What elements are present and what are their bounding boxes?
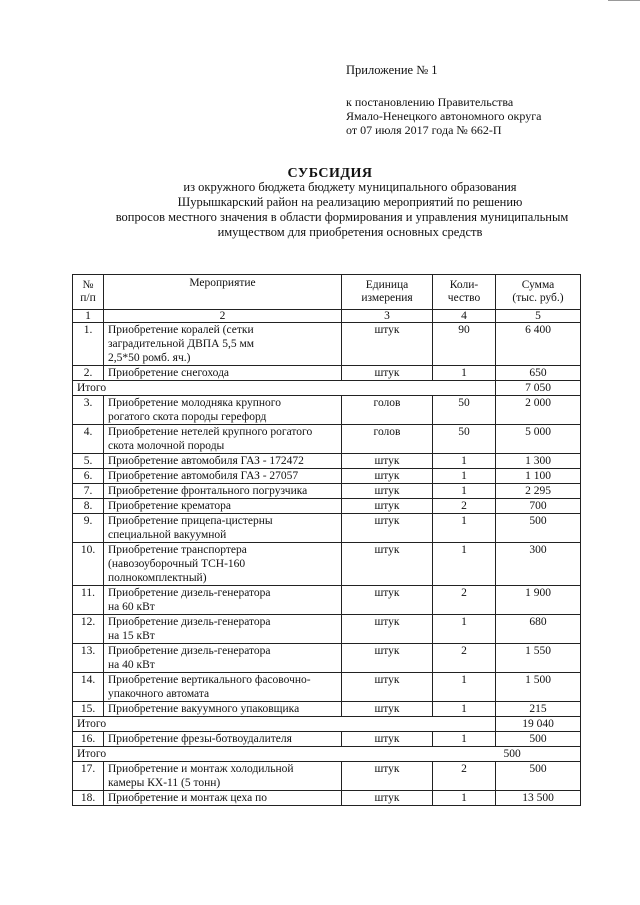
header-sum: Сумма (тыс. руб.) — [496, 275, 581, 310]
total-sum: 7 050 — [496, 381, 581, 396]
row-sum: 500 — [496, 514, 581, 543]
table-row — [73, 644, 581, 673]
row-unit: штук — [342, 543, 433, 586]
row-name: Приобретение вакуумного упаковщика — [104, 702, 342, 717]
row-quantity: 1 — [433, 673, 496, 702]
row-name: Приобретение молодняка крупного рогатого скота породы герефорд — [104, 396, 342, 425]
row-quantity: 1 — [433, 732, 496, 747]
row-quantity: 2 — [433, 586, 496, 615]
total-gap — [433, 747, 496, 762]
table-row — [73, 673, 581, 702]
table-row — [73, 762, 581, 791]
document-title: СУБСИДИЯ — [287, 166, 373, 181]
decree-line: Ямало-Ненецкого автономного округа — [346, 109, 542, 123]
total-label: Итого — [73, 717, 496, 732]
row-name: Приобретение фронтального погрузчика — [104, 484, 342, 499]
corner-line — [608, 0, 640, 1]
row-sum: 2 000 — [496, 396, 581, 425]
row-number: 6. — [73, 469, 104, 484]
row-name: Приобретение дизель-генератора на 40 кВт — [104, 644, 342, 673]
row-quantity: 1 — [433, 366, 496, 381]
total-sum: 500 — [496, 747, 581, 762]
row-name: Приобретение нетелей крупного рогатого скота молочной породы — [104, 425, 342, 454]
row-unit: штук — [342, 323, 433, 366]
row-unit: голов — [342, 425, 433, 454]
table-header-row — [73, 275, 581, 310]
table-row — [73, 484, 581, 499]
row-unit: штук — [342, 762, 433, 791]
row-unit: штук — [342, 586, 433, 615]
row-sum: 300 — [496, 543, 581, 586]
row-name: Приобретение дизель-генератора на 60 кВт — [104, 586, 342, 615]
table-row — [73, 514, 581, 543]
row-quantity: 2 — [433, 644, 496, 673]
row-quantity: 1 — [433, 514, 496, 543]
row-quantity: 1 — [433, 543, 496, 586]
header-num: № п/п — [73, 275, 104, 310]
row-quantity: 1 — [433, 484, 496, 499]
row-sum: 2 295 — [496, 484, 581, 499]
row-sum: 680 — [496, 615, 581, 644]
table-row — [73, 499, 581, 514]
row-quantity: 50 — [433, 396, 496, 425]
row-unit: штук — [342, 732, 433, 747]
row-sum: 215 — [496, 702, 581, 717]
table-row — [73, 791, 581, 806]
column-number: 1 — [73, 310, 104, 323]
row-number: 18. — [73, 791, 104, 806]
row-quantity: 1 — [433, 615, 496, 644]
row-sum: 1 900 — [496, 586, 581, 615]
row-quantity: 1 — [433, 469, 496, 484]
total-row — [73, 717, 581, 732]
row-number: 14. — [73, 673, 104, 702]
row-number: 15. — [73, 702, 104, 717]
row-number: 12. — [73, 615, 104, 644]
column-numbers-row — [73, 310, 581, 323]
row-quantity: 2 — [433, 762, 496, 791]
table-row — [73, 454, 581, 469]
table-row — [73, 543, 581, 586]
table-row — [73, 732, 581, 747]
row-unit: штук — [342, 791, 433, 806]
row-number: 2. — [73, 366, 104, 381]
table-row — [73, 425, 581, 454]
row-unit: штук — [342, 469, 433, 484]
row-sum: 13 500 — [496, 791, 581, 806]
appendix-number: Приложение № 1 — [346, 63, 438, 77]
row-number: 5. — [73, 454, 104, 469]
total-label: Итого — [73, 747, 433, 762]
row-sum: 5 000 — [496, 425, 581, 454]
row-sum: 1 300 — [496, 454, 581, 469]
row-name: Приобретение дизель-генератора на 15 кВт — [104, 615, 342, 644]
row-name: Приобретение коралей (сетки заградительной ДВПА 5,5 мм 2,5*50 ромб. яч.) — [104, 323, 342, 366]
column-number: 3 — [342, 310, 433, 323]
row-unit: штук — [342, 673, 433, 702]
table-row — [73, 469, 581, 484]
subtitle-line: имуществом для приобретения основных средств — [217, 225, 483, 239]
row-unit: штук — [342, 499, 433, 514]
subsidy-table — [72, 274, 581, 806]
row-unit: штук — [342, 702, 433, 717]
table-row — [73, 586, 581, 615]
row-number: 3. — [73, 396, 104, 425]
row-number: 13. — [73, 644, 104, 673]
total-row — [73, 747, 581, 762]
table-row — [73, 396, 581, 425]
row-number: 10. — [73, 543, 104, 586]
row-number: 9. — [73, 514, 104, 543]
row-unit: штук — [342, 615, 433, 644]
row-sum: 500 — [496, 732, 581, 747]
row-name: Приобретение снегохода — [104, 366, 342, 381]
column-number: 4 — [433, 310, 496, 323]
table-row — [73, 615, 581, 644]
row-quantity: 90 — [433, 323, 496, 366]
row-sum: 6 400 — [496, 323, 581, 366]
row-quantity: 50 — [433, 425, 496, 454]
row-unit: штук — [342, 484, 433, 499]
row-name: Приобретение транспортера (навозоуборочный ТСН-160 полнокомплектный) — [104, 543, 342, 586]
row-quantity: 1 — [433, 702, 496, 717]
row-unit: штук — [342, 644, 433, 673]
row-unit: штук — [342, 514, 433, 543]
row-quantity: 2 — [433, 499, 496, 514]
column-number: 2 — [104, 310, 342, 323]
table-row — [73, 702, 581, 717]
header-unit: Единица измерения — [342, 275, 433, 310]
row-name: Приобретение и монтаж цеха по — [104, 791, 342, 806]
row-number: 17. — [73, 762, 104, 791]
row-sum: 700 — [496, 499, 581, 514]
table-row — [73, 366, 581, 381]
row-quantity: 1 — [433, 791, 496, 806]
row-unit: голов — [342, 396, 433, 425]
column-number: 5 — [496, 310, 581, 323]
row-name: Приобретение автомобиля ГАЗ - 27057 — [104, 469, 342, 484]
row-name: Приобретение прицепа-цистерны специальной вакуумной — [104, 514, 342, 543]
subtitle-line: из окружного бюджета бюджету муниципального образования — [183, 180, 517, 194]
row-name: Приобретение и монтаж холодильной камеры КХ-11 (5 тонн) — [104, 762, 342, 791]
row-number: 4. — [73, 425, 104, 454]
row-sum: 1 500 — [496, 673, 581, 702]
row-sum: 650 — [496, 366, 581, 381]
header-name: Мероприятие — [104, 275, 342, 310]
table-body — [73, 275, 581, 806]
row-name: Приобретение крематора — [104, 499, 342, 514]
decree-line: к постановлению Правительства — [346, 95, 514, 109]
row-number: 16. — [73, 732, 104, 747]
row-sum: 1 550 — [496, 644, 581, 673]
decree-line: от 07 июля 2017 года № 662-П — [346, 123, 502, 137]
row-name: Приобретение фрезы-ботвоудалителя — [104, 732, 342, 747]
total-row — [73, 381, 581, 396]
table-row — [73, 323, 581, 366]
row-number: 7. — [73, 484, 104, 499]
header-qty: Коли- чество — [433, 275, 496, 310]
row-sum: 1 100 — [496, 469, 581, 484]
row-number: 11. — [73, 586, 104, 615]
row-sum: 500 — [496, 762, 581, 791]
total-sum: 19 040 — [496, 717, 581, 732]
row-name: Приобретение вертикального фасовочно- упакочного автомата — [104, 673, 342, 702]
row-number: 8. — [73, 499, 104, 514]
row-name: Приобретение автомобиля ГАЗ - 172472 — [104, 454, 342, 469]
subtitle-line: вопросов местного значения в области формирования и управления муниципальным — [115, 210, 569, 224]
row-unit: штук — [342, 454, 433, 469]
row-quantity: 1 — [433, 454, 496, 469]
row-unit: штук — [342, 366, 433, 381]
row-number: 1. — [73, 323, 104, 366]
total-label: Итого — [73, 381, 496, 396]
subtitle-line: Шурышкарский район на реализацию мероприятий по решению — [177, 195, 523, 209]
